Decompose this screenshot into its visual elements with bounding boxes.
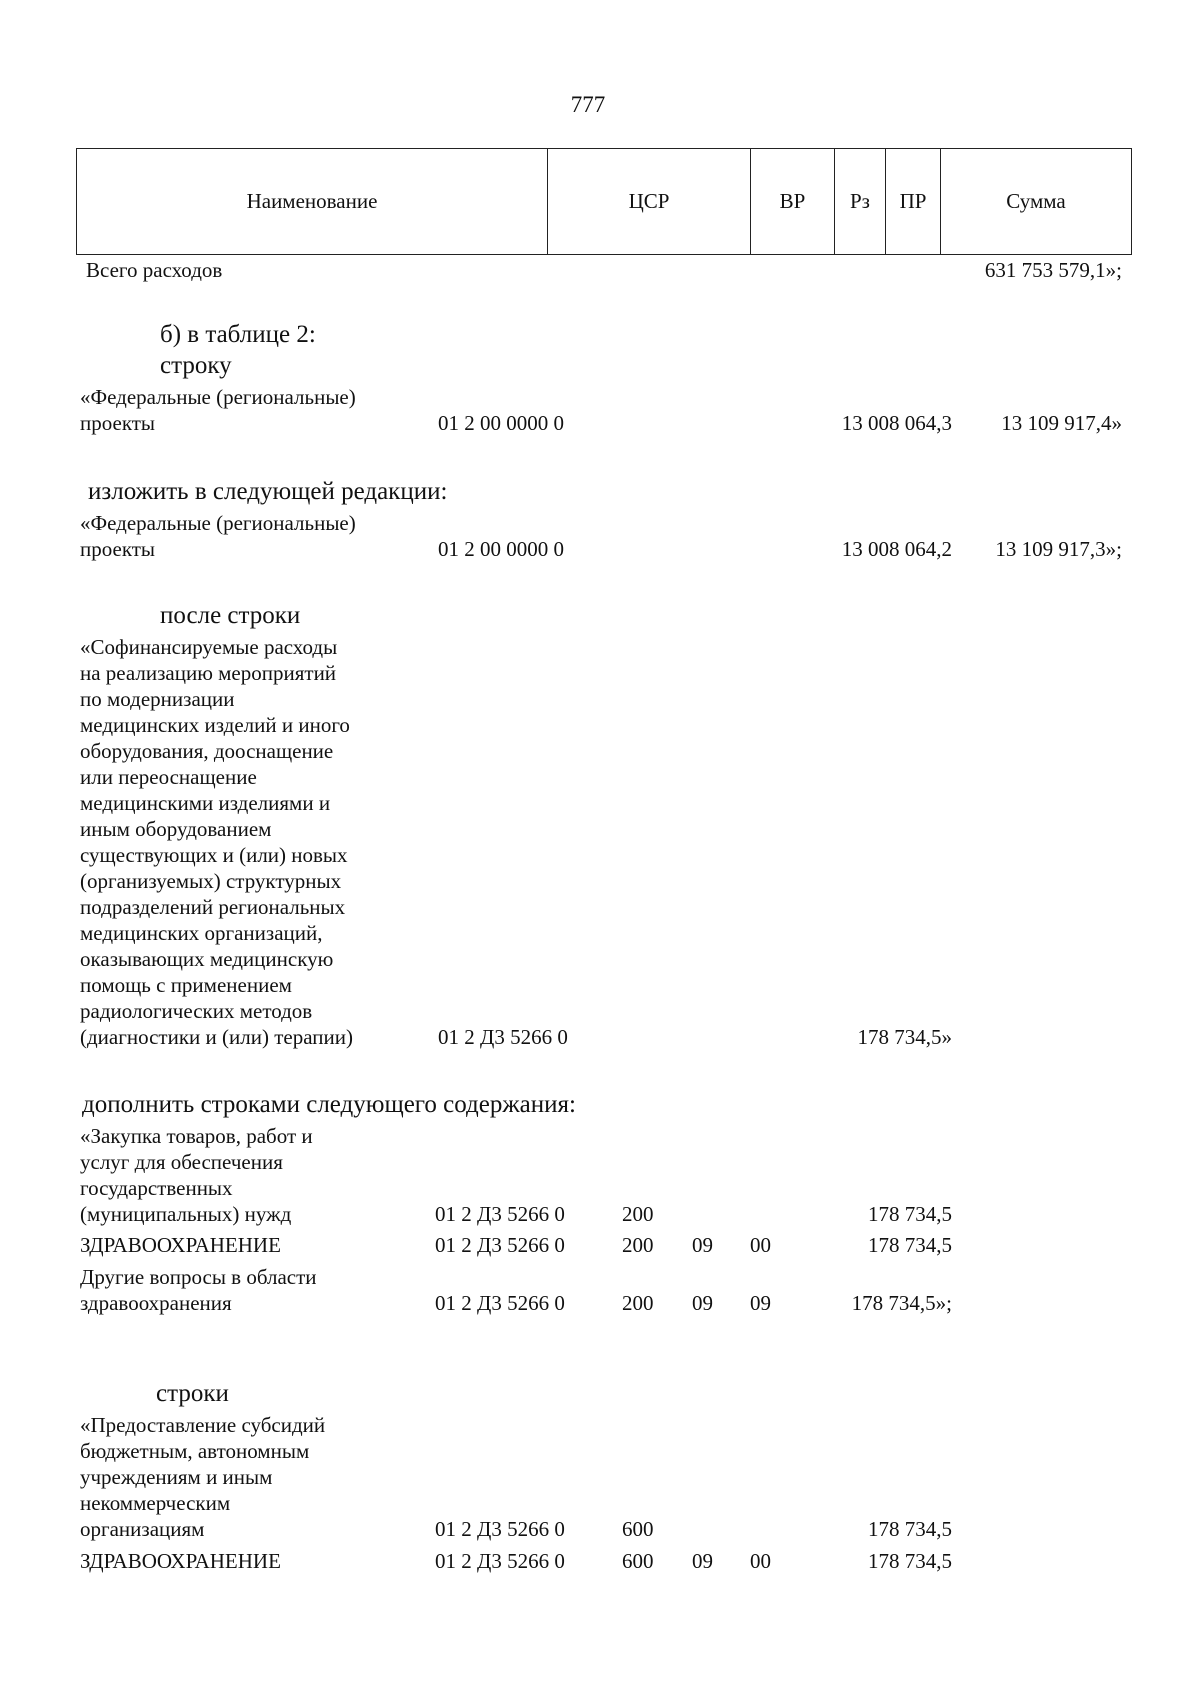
cofin-line: «Софинансируемые расходы	[80, 635, 338, 659]
health-row-2-csr: 01 2 Д3 5266 0	[435, 1549, 565, 1573]
section-b-heading: б) в таблице 2:	[160, 321, 316, 348]
cofin-line: оказывающих медицинскую	[80, 947, 334, 971]
cofin-line: медицинскими изделиями и	[80, 791, 331, 815]
health-row-1-vr: 200	[622, 1233, 654, 1257]
other-row-sum: 178 734,5»;	[851, 1291, 952, 1315]
health-row-1-pr: 00	[750, 1233, 771, 1257]
subsidy-row-sum: 178 734,5	[868, 1517, 952, 1541]
header-rz: Рз	[835, 149, 886, 255]
cofin-line: помощь с применением	[80, 973, 292, 997]
cofin-line: (диагностики и (или) терапии)	[80, 1025, 353, 1049]
supplement-heading: дополнить строками следующего содержания:	[82, 1091, 576, 1118]
health-row-2-name: ЗДРАВООХРАНЕНИЕ	[80, 1549, 281, 1573]
cofin-line: (организуемых) структурных	[80, 869, 342, 893]
purchase-row-vr: 200	[622, 1202, 654, 1226]
purchase-line: услуг для обеспечения	[80, 1150, 283, 1174]
cofin-line: иным оборудованием	[80, 817, 272, 841]
cofin-line: на реализацию мероприятий	[80, 661, 337, 685]
subsidy-row-vr: 600	[622, 1517, 654, 1541]
other-line: Другие вопросы в области	[80, 1265, 317, 1289]
old-row-sum2: 13 109 917,4»	[1001, 411, 1122, 435]
subsidy-line: «Предоставление субсидий	[80, 1413, 326, 1437]
cofin-line: или переоснащение	[80, 765, 257, 789]
header-pr: ПР	[886, 149, 941, 255]
row-word: строку	[160, 352, 232, 379]
purchase-row-sum: 178 734,5	[868, 1202, 952, 1226]
header-vr: ВР	[751, 149, 835, 255]
cofin-row-sum: 178 734,5»	[857, 1025, 952, 1049]
old-row-sum1: 13 008 064,3	[841, 411, 952, 435]
purchase-line: (муниципальных) нужд	[80, 1202, 292, 1226]
cofin-line: радиологических методов	[80, 999, 313, 1023]
subsidy-row-name	[80, 1412, 408, 1542]
other-row-vr: 200	[622, 1291, 654, 1315]
subsidy-line: организациям	[80, 1517, 205, 1541]
other-row-name	[80, 1264, 408, 1316]
total-label: Всего расходов	[86, 258, 223, 282]
purchase-line: «Закупка товаров, работ и	[80, 1124, 313, 1148]
health-row-1-name: ЗДРАВООХРАНЕНИЕ	[80, 1233, 281, 1257]
subsidy-line: бюджетным, автономным	[80, 1439, 310, 1463]
health-row-2-rz: 09	[692, 1549, 713, 1573]
health-row-2-pr: 00	[750, 1549, 771, 1573]
purchase-line: государственных	[80, 1176, 233, 1200]
new-row-sum1: 13 008 064,2	[841, 537, 952, 561]
subsidy-row-csr: 01 2 Д3 5266 0	[435, 1517, 565, 1541]
cofin-line: по модернизации	[80, 687, 235, 711]
new-row-csr: 01 2 00 0000 0	[438, 537, 564, 561]
cofin-line: оборудования, дооснащение	[80, 739, 334, 763]
cofin-line: подразделений региональных	[80, 895, 346, 919]
old-row-name-2: проекты	[80, 411, 156, 435]
health-row-2-sum: 178 734,5	[868, 1549, 952, 1573]
subsidy-line: учреждениям и иным	[80, 1465, 273, 1489]
new-row-name-1: «Федеральные (региональные)	[80, 511, 356, 535]
health-row-1-csr: 01 2 Д3 5266 0	[435, 1233, 565, 1257]
purchase-row-name	[80, 1123, 408, 1227]
cofin-row-name	[80, 634, 408, 1050]
header-sum: Сумма	[941, 149, 1132, 255]
health-row-1-rz: 09	[692, 1233, 713, 1257]
old-row-csr: 01 2 00 0000 0	[438, 411, 564, 435]
purchase-row-csr: 01 2 Д3 5266 0	[435, 1202, 565, 1226]
other-line: здравоохранения	[80, 1291, 232, 1315]
after-row-heading: после строки	[160, 602, 301, 629]
cofin-line: медицинских организаций,	[80, 921, 323, 945]
other-row-rz: 09	[692, 1291, 713, 1315]
health-row-1-sum: 178 734,5	[868, 1233, 952, 1257]
rows-word: строки	[156, 1380, 229, 1407]
old-row-name-1: «Федеральные (региональные)	[80, 385, 356, 409]
total-value: 631 753 579,1»;	[984, 258, 1122, 282]
restate-heading: изложить в следующей редакции:	[88, 478, 448, 505]
other-row-pr: 09	[750, 1291, 771, 1315]
cofin-row-csr: 01 2 Д3 5266 0	[438, 1025, 568, 1049]
new-row-sum2: 13 109 917,3»;	[995, 537, 1122, 561]
page-number: 777	[570, 92, 606, 117]
table-header	[76, 148, 1132, 255]
cofin-line: медицинских изделий и иного	[80, 713, 350, 737]
other-row-csr: 01 2 Д3 5266 0	[435, 1291, 565, 1315]
header-name: Наименование	[77, 149, 548, 255]
cofin-line: существующих и (или) новых	[80, 843, 348, 867]
new-row-name-2: проекты	[80, 537, 156, 561]
subsidy-line: некоммерческим	[80, 1491, 231, 1515]
header-csr: ЦСР	[548, 149, 751, 255]
health-row-2-vr: 600	[622, 1549, 654, 1573]
